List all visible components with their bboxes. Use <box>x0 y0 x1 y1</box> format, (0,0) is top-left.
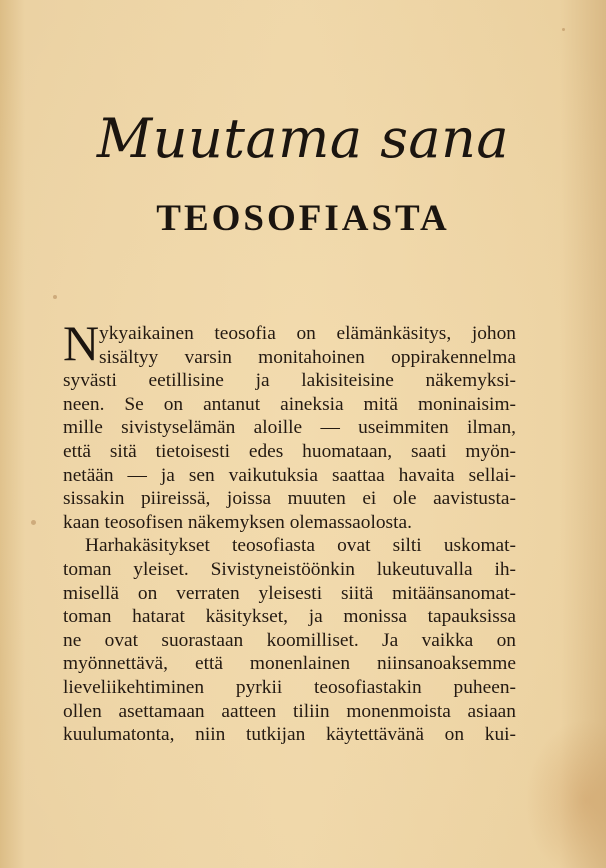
text-line: toman yleiset. Sivistyneistöönkin lukeutuvalla ih- <box>63 558 516 580</box>
paper-stain <box>562 28 565 31</box>
drop-cap: N <box>63 315 100 371</box>
text-line: kaan teosofisen näkemyksen olemassaolosta. <box>63 511 412 533</box>
text-line: sisältyy varsin monitahoinen oppirakennelma <box>99 346 516 368</box>
text-line: syvästi eetillisine ja lakisiteisine näkemyksi- <box>63 370 516 392</box>
title-script-line: Muutama sana <box>96 107 510 170</box>
text-line: mille sivistyselämän aloille — useimmiten ilman, <box>63 417 516 439</box>
body-text <box>63 315 516 747</box>
paragraph-1 <box>63 315 516 534</box>
text-line: kuulumatonta, niin tutkijan käytettävänä on kui- <box>63 724 516 746</box>
text-line: netään — ja sen vaikutuksia saattaa havaita sellai- <box>63 464 516 486</box>
title-main-line: TEOSOFIASTA <box>156 198 450 239</box>
text-line: toman hatarat käsitykset, ja monissa tapauksissa <box>63 606 516 628</box>
text-line: ykyaikainen teosofia on elämänkäsitys, johon <box>99 323 516 344</box>
text-line: myönnettävä, että monenlainen niinsanoaksemme <box>63 653 516 675</box>
paper-stain <box>31 520 36 525</box>
paper-stain <box>53 295 57 299</box>
text-line: misellä on verraten yleisesti siitä mitäänsanomat- <box>63 582 516 604</box>
text-line: ollen asettamaan aatteen tiliin monenmoista asiaan <box>63 700 516 722</box>
text-line: Harhakäsitykset teosofiasta ovat silti uskomat- <box>85 535 516 557</box>
text-line: sissakin piireissä, joissa muuten ei ole aavistusta- <box>63 488 516 510</box>
paragraph-2 <box>63 534 516 746</box>
text-line: neen. Se on antanut aineksia mitä moninaisim- <box>63 393 516 415</box>
text-line: että sitä tietoisesti edes huomataan, saati myön- <box>63 440 516 462</box>
text-line: lieveliikehtiminen pyrkii teosofiastakin puheen- <box>63 676 516 698</box>
text-line: ne ovat suorastaan koomilliset. Ja vaikka on <box>63 629 516 651</box>
